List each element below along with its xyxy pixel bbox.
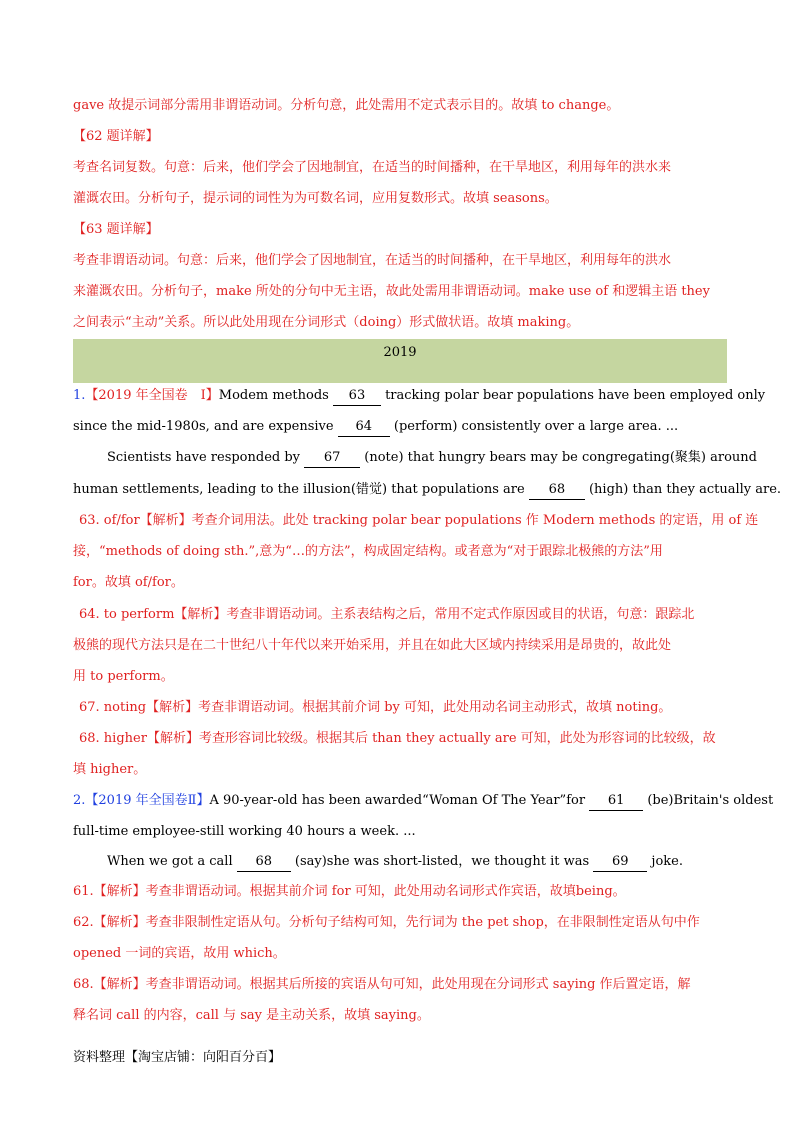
question-text: since the mid-1980s, and are expensive xyxy=(73,419,338,434)
answer-line: 考查名词复数。句意：后来，他们学会了因地制宜，在适当的时间播种，在干旱地区，利用每年的洪水来 xyxy=(73,160,672,175)
question-source-tag: 【2019 年全国卷 Ⅰ】 xyxy=(85,388,219,403)
answer-line: 考查非谓语动词。句意：后来，他们学会了因地制宜，在适当的时间播种，在干旱地区，利用每年的洪水 xyxy=(73,253,672,268)
question-text: (high) than they actually are. xyxy=(584,482,782,497)
question-text: Modem methods xyxy=(218,388,333,403)
answer-line: 极熊的现代方法只是在二十世纪八十年代以来开始采用，并且在如此大区域内持续采用是昂贵的，故此处 xyxy=(73,638,672,653)
question-source-tag: 【2019 年全国卷Ⅱ】 xyxy=(85,793,210,808)
question-1-line xyxy=(73,481,781,500)
question-1-line xyxy=(73,387,765,406)
question-text: joke. xyxy=(647,854,683,869)
question-text: (say)she was short-listed，we thought it was xyxy=(290,854,594,869)
answer-line: 68. higher【解析】考查形容词比较级。根据其后 than they actually are 可知，此处为形容词的比较级，故 xyxy=(79,731,716,746)
answer-line: 67. noting【解析】考查非谓语动词。根据其前介词 by 可知，此处用动名词主动形式，故填 noting。 xyxy=(79,700,672,715)
blank-64: 64 xyxy=(338,418,390,437)
question-text: (perform) consistently over a large area. ... xyxy=(389,419,679,434)
blank-68: 68 xyxy=(529,481,585,500)
answer-line: 接，“methods of doing sth.”,意为“…的方法”，构成固定结构。或者意为“对于跟踪北极熊的方法”用 xyxy=(73,544,663,559)
answer-line: opened 一词的宾语，故用 which。 xyxy=(73,946,286,961)
answer-line: 64. to perform【解析】考查非谓语动词。主系表结构之后，常用不定式作原因或目的状语，句意：跟踪北 xyxy=(79,607,695,622)
answer-line: 释名词 call 的内容，call 与 say 是主动关系，故填 saying。 xyxy=(73,1008,430,1023)
page-footer: 资料整理【淘宝店铺：向阳百分百】 xyxy=(73,1050,282,1065)
heading-63: 【63 题详解】 xyxy=(73,222,159,237)
heading-62: 【62 题详解】 xyxy=(73,129,159,144)
question-2-line xyxy=(73,792,773,811)
blank-67: 67 xyxy=(304,449,360,468)
blank-63: 63 xyxy=(333,387,381,406)
answer-line: 61.【解析】考查非谓语动词。根据其前介词 for 可知，此处用动名词形式作宾语，故填being。 xyxy=(73,884,626,899)
question-number: 2. xyxy=(73,793,86,808)
answer-line: 68.【解析】考查非谓语动词。根据其后所接的宾语从句可知，此处用现在分词形式 saying 作后置定语，解 xyxy=(73,977,691,992)
question-text: When we got a call xyxy=(107,854,237,869)
answer-line: gave 故提示词部分需用非谓语动词。分析句意，此处需用不定式表示目的。故填 to change。 xyxy=(73,98,620,113)
year-band xyxy=(73,339,727,383)
answer-line: 用 to perform。 xyxy=(73,669,174,684)
question-text: Scientists have responded by xyxy=(107,450,305,465)
question-1-line xyxy=(73,418,678,437)
question-number: 1. xyxy=(73,388,86,403)
question-2-line xyxy=(107,853,683,872)
answer-line: 灌溉农田。分析句子，提示词的词性为为可数名词，应用复数形式。故填 seasons。 xyxy=(73,191,558,206)
answer-line: for。故填 of/for。 xyxy=(73,575,184,590)
blank-61: 61 xyxy=(589,792,643,811)
answer-line: 填 higher。 xyxy=(73,762,147,777)
answer-line: 之间表示“主动”关系。所以此处用现在分词形式（doing）形式做状语。故填 making。 xyxy=(73,315,580,330)
answer-line: 63. of/for【解析】考查介词用法。此处 tracking polar bear populations 作 Modern methods 的定语，用 of 连 xyxy=(79,513,759,528)
answer-line: 来灌溉农田。分析句子，make 所处的分句中无主语，故此处需用非谓语动词。make use of 和逻辑主语 they xyxy=(73,284,710,299)
question-text: (note) that hungry bears may be congregating(聚集) around xyxy=(360,450,757,465)
answer-line: 62.【解析】考查非限制性定语从句。分析句子结构可知，先行词为 the pet shop，在非限制性定语从句中作 xyxy=(73,915,700,930)
question-text: tracking polar bear populations have been employed only xyxy=(380,388,766,403)
year-band-title: 2019 xyxy=(383,345,417,360)
question-text: (be)Britain's oldest xyxy=(643,793,774,808)
blank-69: 69 xyxy=(593,853,647,872)
question-text: human settlements, leading to the illusion(错觉) that populations are xyxy=(73,482,529,497)
question-2-line: full-time employee-still working 40 hours a week. ... xyxy=(73,824,416,839)
question-text: A 90-year-old has been awarded“Woman Of The Year”for xyxy=(209,793,590,808)
blank-68: 68 xyxy=(237,853,291,872)
question-1-line xyxy=(107,449,757,468)
